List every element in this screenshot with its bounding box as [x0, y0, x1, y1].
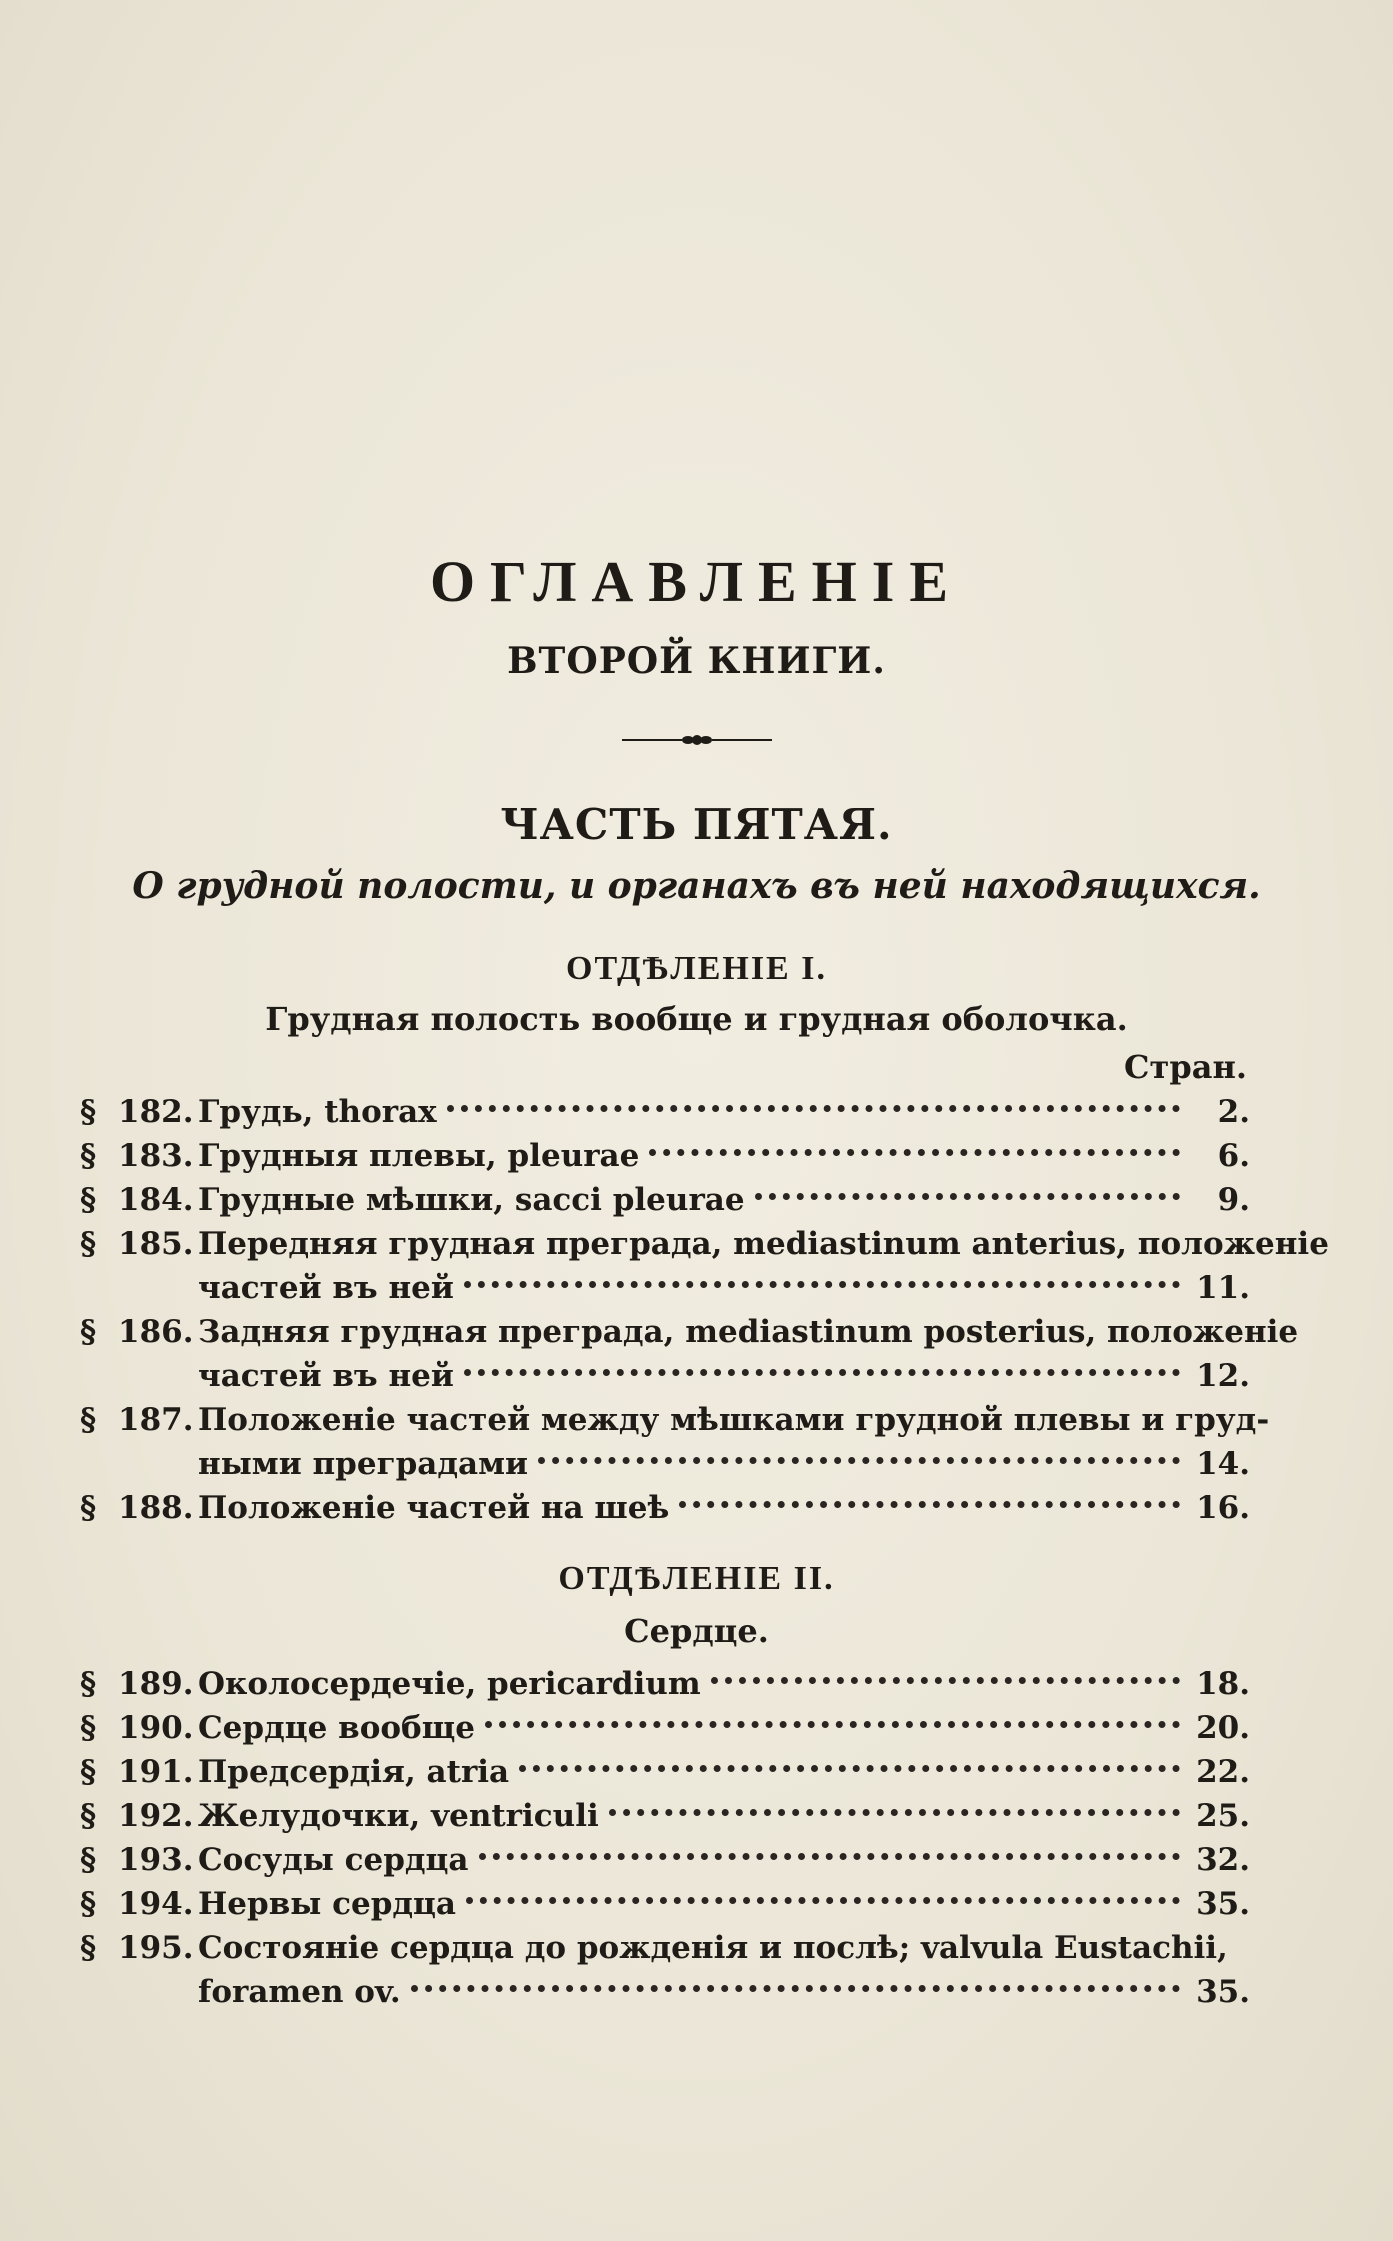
toc-entry: [80, 1838, 1250, 1882]
entry-number: 182.: [118, 1094, 194, 1130]
entry-number: 184.: [118, 1182, 194, 1218]
entry-text: Околосердечiе, pericardium: [198, 1666, 701, 1702]
entry-number: 191.: [118, 1754, 194, 1790]
entry-number: 183.: [118, 1138, 194, 1174]
entry-number: 187.: [118, 1402, 194, 1438]
toc-entry: [80, 1794, 1250, 1838]
dot-leader: [679, 1501, 1180, 1508]
entry-number: 190.: [118, 1710, 194, 1746]
section-2-entries: [80, 1662, 1250, 2014]
section-symbol: §: [80, 1842, 97, 1878]
page-column-label: Стран.: [1124, 1048, 1247, 1086]
entry-number: 193.: [118, 1842, 194, 1878]
toc-entry: [80, 1750, 1250, 1794]
dot-leader: [711, 1677, 1180, 1684]
page-number: 11.: [1196, 1270, 1250, 1306]
ornament-divider: [0, 730, 1393, 754]
entry-number: 185.: [118, 1226, 194, 1262]
page-number: 32.: [1196, 1842, 1250, 1878]
page-number: 35.: [1196, 1886, 1250, 1922]
entry-number: 195.: [118, 1930, 194, 1966]
section-symbol: §: [80, 1666, 97, 1702]
dot-leader: [447, 1105, 1180, 1112]
dot-leader: [519, 1765, 1180, 1772]
section-symbol: §: [80, 1138, 97, 1174]
entry-text: частей въ ней: [198, 1358, 454, 1394]
toc-entry: [80, 1090, 1250, 1134]
entry-text: Грудные мѣшки, sacci pleurae: [198, 1182, 745, 1218]
page-number: 14.: [1196, 1446, 1250, 1482]
section-symbol: §: [80, 1886, 97, 1922]
entry-number: 194.: [118, 1886, 194, 1922]
dot-leader: [755, 1193, 1180, 1200]
section-symbol: §: [80, 1754, 97, 1790]
page-number: 25.: [1196, 1798, 1250, 1834]
dot-leader: [464, 1369, 1180, 1376]
section-1-title: ОТДѢЛЕНIЕ I.: [566, 950, 827, 987]
dot-leader: [485, 1721, 1180, 1728]
entry-number: 192.: [118, 1798, 194, 1834]
section-2-title: ОТДѢЛЕНIЕ II.: [558, 1560, 835, 1597]
page-number: 2.: [1217, 1094, 1250, 1130]
toc-entry: [80, 1178, 1250, 1222]
entry-text: частей въ ней: [198, 1270, 454, 1306]
section-symbol: §: [80, 1798, 97, 1834]
toc-entry: [80, 1486, 1250, 1530]
page-number: 6.: [1217, 1138, 1250, 1174]
section-symbol: §: [80, 1182, 97, 1218]
entry-text: Предсердiя, atria: [198, 1754, 510, 1790]
entry-text: Состоянiе сердца до рожденiя и послѣ; valvula Eustachii,: [198, 1930, 1228, 1966]
toc-entry: [80, 1882, 1250, 1926]
entry-text: Нервы сердца: [198, 1886, 457, 1922]
section-symbol: §: [80, 1094, 97, 1130]
dot-leader: [466, 1897, 1180, 1904]
entry-number: 188.: [118, 1490, 194, 1526]
section-symbol: §: [80, 1710, 97, 1746]
entry-text: foramen ov.: [198, 1974, 401, 2010]
entry-text: Передняя грудная преграда, mediastinum anterius, положенiе: [198, 1226, 1329, 1262]
page-number: 35.: [1196, 1974, 1250, 2010]
toc-entry: [80, 1310, 1299, 1398]
dot-leader: [538, 1457, 1180, 1464]
dot-leader: [649, 1149, 1180, 1156]
toc-entry: [80, 1222, 1329, 1310]
page-number: 22.: [1196, 1754, 1250, 1790]
page-number: 20.: [1196, 1710, 1250, 1746]
entry-text: Сосуды сердца: [198, 1842, 469, 1878]
dot-leader: [479, 1853, 1180, 1860]
page-number: 12.: [1196, 1358, 1250, 1394]
section-1-subtitle: Грудная полость вообще и грудная оболочка.: [265, 1000, 1128, 1038]
part-title: ЧАСТЬ ПЯТАЯ.: [500, 800, 893, 849]
toc-entry: [80, 1926, 1250, 2014]
part-subtitle: О грудной полости, и органахъ въ ней находящихся.: [132, 865, 1261, 907]
dot-leader: [411, 1985, 1180, 1992]
entry-text: Сердце вообще: [198, 1710, 475, 1746]
page-number: 18.: [1196, 1666, 1250, 1702]
section-symbol: §: [80, 1314, 97, 1350]
section-1-entries: [80, 1090, 1329, 1530]
section-symbol: §: [80, 1226, 97, 1262]
entry-number: 189.: [118, 1666, 194, 1702]
toc-entry: [80, 1662, 1250, 1706]
section-2-subtitle: Сердце.: [624, 1612, 769, 1650]
section-symbol: §: [80, 1402, 97, 1438]
entry-text: Задняя грудная преграда, mediastinum posterius, положенiе: [198, 1314, 1299, 1350]
entry-text: Грудныя плевы, pleurae: [198, 1138, 640, 1174]
dot-leader: [464, 1281, 1180, 1288]
toc-entry: [80, 1706, 1250, 1750]
page-number: 16.: [1196, 1490, 1250, 1526]
dot-leader: [609, 1809, 1180, 1816]
entry-text: Грудь, thorax: [198, 1094, 437, 1130]
section-symbol: §: [80, 1490, 97, 1526]
toc-entry: [80, 1398, 1270, 1486]
page-number: 9.: [1217, 1182, 1250, 1218]
page-title: ОГЛАВЛЕНIЕ: [429, 549, 964, 614]
entry-text: Положенiе частей на шеѣ: [198, 1490, 670, 1526]
entry-text: Положенiе частей между мѣшками грудной плевы и груд-: [198, 1402, 1270, 1438]
page-subtitle: ВТОРОЙ КНИГИ.: [507, 640, 886, 682]
toc-entry: [80, 1134, 1250, 1178]
entry-number: 186.: [118, 1314, 194, 1350]
section-symbol: §: [80, 1930, 97, 1966]
entry-text: ными преградами: [198, 1446, 528, 1482]
entry-text: Желудочки, ventriculi: [198, 1798, 599, 1834]
